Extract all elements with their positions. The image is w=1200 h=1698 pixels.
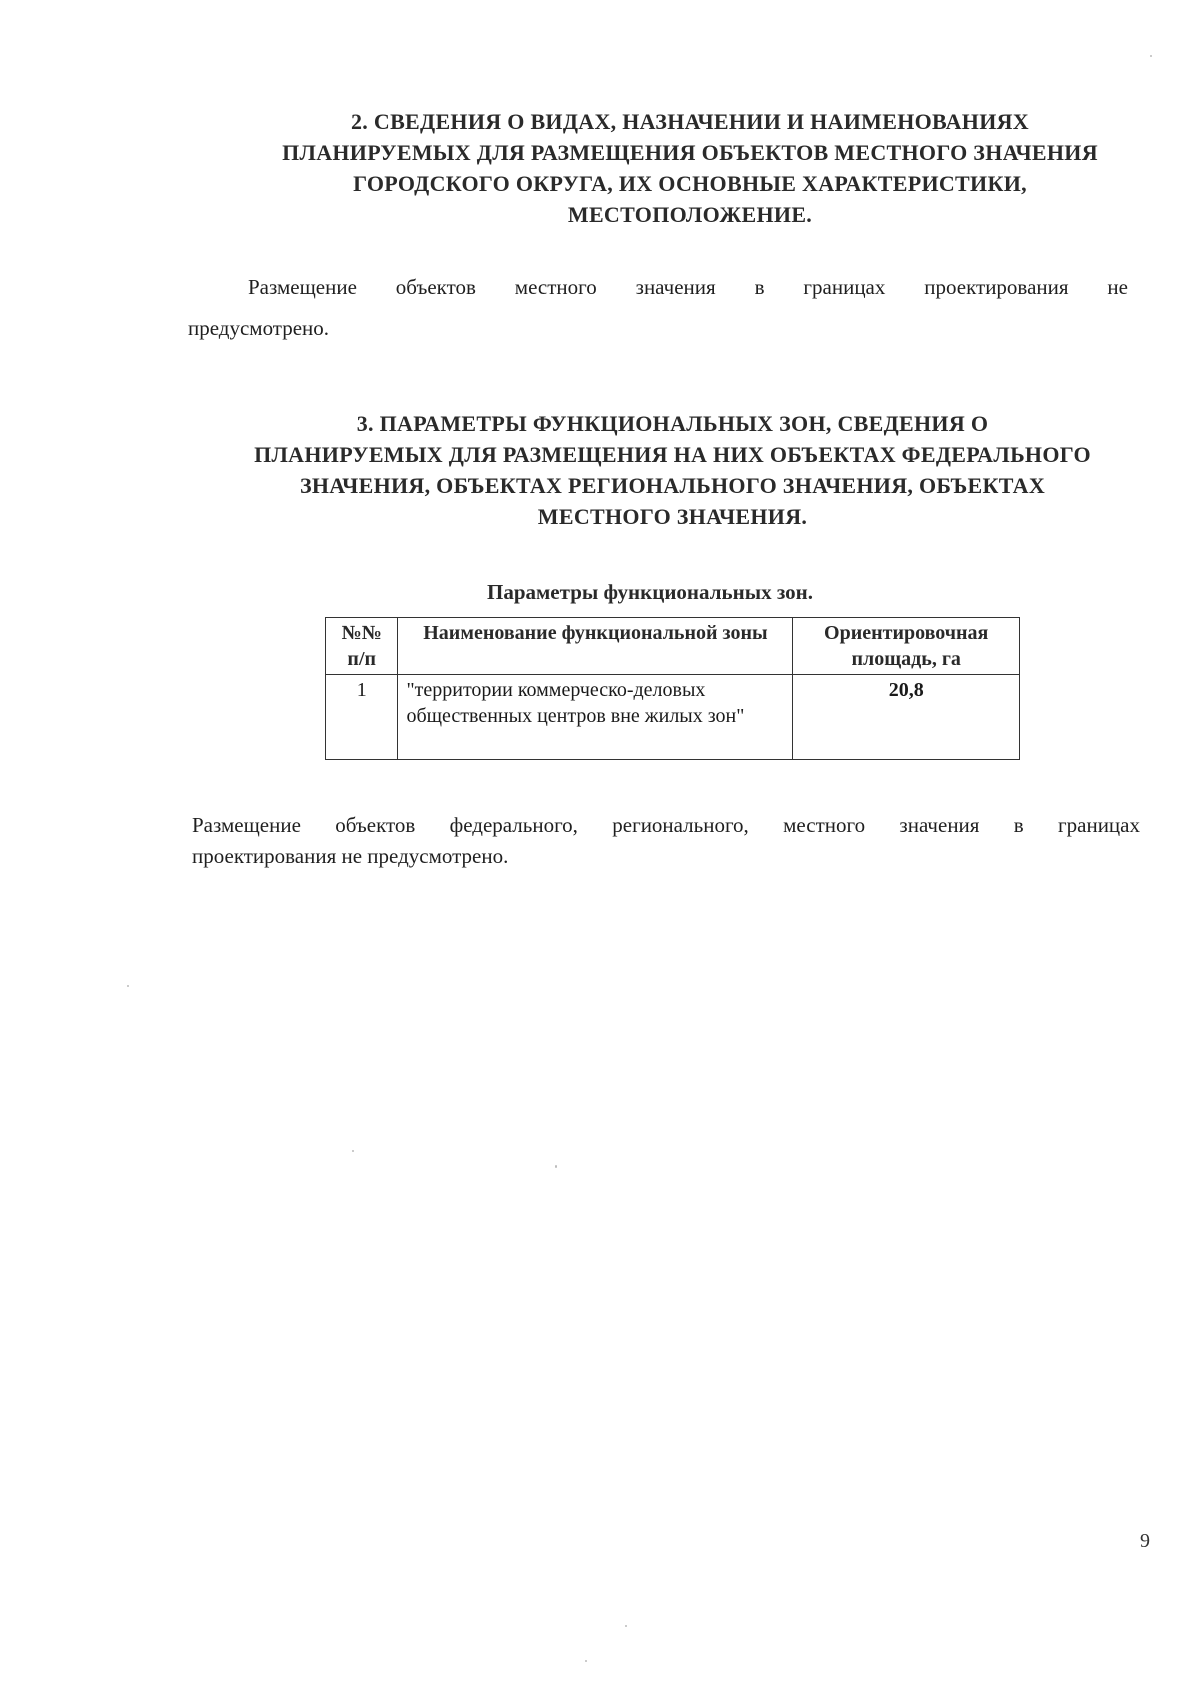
scan-speck	[352, 1150, 354, 1152]
cell-area: 20,8	[793, 675, 1020, 760]
section-2-heading-line: ПЛАНИРУЕМЫХ ДЛЯ РАЗМЕЩЕНИЯ ОБЪЕКТОВ МЕСТНОГО ЗНАЧЕНИЯ	[282, 140, 1098, 165]
section-2-paragraph-line: предусмотрено.	[188, 316, 330, 340]
scan-speck	[1150, 55, 1152, 57]
header-area: Ориентировочная площадь, га	[793, 618, 1020, 675]
section-3-paragraph-line: проектирования не предусмотрено.	[192, 844, 509, 868]
scan-speck	[555, 1165, 557, 1168]
scan-speck	[625, 1625, 627, 1627]
functional-zones-table	[325, 617, 1020, 760]
section-3-heading-line: МЕСТНОГО ЗНАЧЕНИЯ.	[537, 504, 808, 529]
section-3-heading	[195, 408, 1150, 532]
section-2-heading-line: 2. СВЕДЕНИЯ О ВИДАХ, НАЗНАЧЕНИИ И НАИМЕНОВАНИЯХ	[350, 109, 1029, 134]
scan-speck	[585, 1660, 587, 1662]
table-row	[326, 675, 1020, 760]
table-caption: Параметры функциональных зон.	[486, 580, 814, 604]
section-2-heading	[230, 106, 1150, 230]
section-2-heading-line: МЕСТОПОЛОЖЕНИЕ.	[567, 202, 813, 227]
section-3-heading-line: 3. ПАРАМЕТРЫ ФУНКЦИОНАЛЬНЫХ ЗОН, СВЕДЕНИЯ О	[356, 411, 989, 436]
section-3-heading-line: ПЛАНИРУЕМЫХ ДЛЯ РАЗМЕЩЕНИЯ НА НИХ ОБЪЕКТАХ ФЕДЕРАЛЬНОГО	[254, 442, 1091, 467]
section-2-paragraph	[188, 272, 1128, 344]
section-2-heading-line: ГОРОДСКОГО ОКРУГА, ИХ ОСНОВНЫЕ ХАРАКТЕРИСТИКИ,	[353, 171, 1027, 196]
section-2-paragraph-line: Размещение объектов местного значения в границах проектирования не	[248, 275, 1128, 299]
cell-zone-name: "территории коммерческо-деловых общественных центров вне жилых зон"	[398, 675, 793, 760]
section-3-heading-line: ЗНАЧЕНИЯ, ОБЪЕКТАХ РЕГИОНАЛЬНОГО ЗНАЧЕНИЯ, ОБЪЕКТАХ	[299, 473, 1046, 498]
section-3-paragraph-line: Размещение объектов федерального, регионального, местного значения в границах	[192, 813, 1140, 837]
header-number: №№ п/п	[326, 618, 398, 675]
cell-number: 1	[326, 675, 398, 760]
scan-speck	[127, 985, 129, 987]
table-header-row	[326, 618, 1020, 675]
section-3-paragraph	[192, 810, 1140, 872]
page-number: 9	[1140, 1530, 1150, 1552]
header-zone-name: Наименование функциональной зоны	[398, 618, 793, 675]
